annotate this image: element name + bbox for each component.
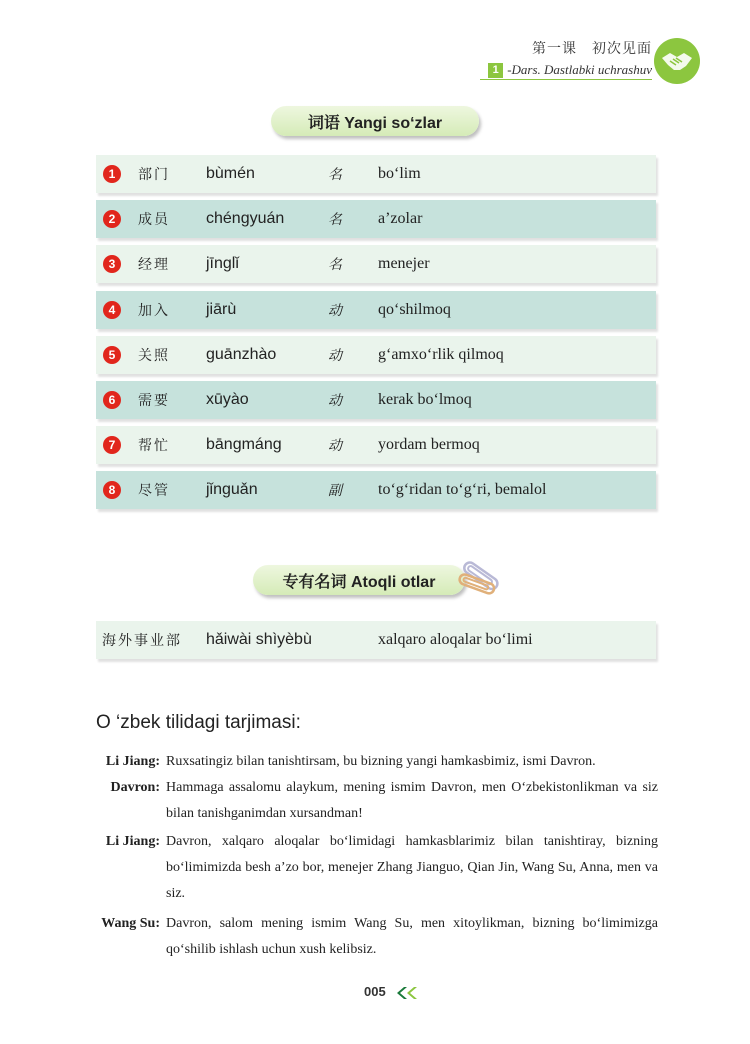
vocab-number-badge: 5 [103, 346, 121, 364]
vocab-part-of-speech: 名 [328, 212, 342, 229]
vocab-translation: menejer [378, 255, 430, 273]
proper-nouns-section-title: 专有名词 Atoqli otlar [253, 565, 465, 595]
vocab-number-badge: 3 [103, 255, 121, 273]
dialogue-line [96, 911, 658, 963]
vocab-translation: kerak bo‘lmoq [378, 390, 472, 408]
vocab-row [96, 291, 656, 329]
page-number: 005 [364, 984, 386, 999]
handshake-icon [654, 38, 700, 84]
vocab-translation: yordam bermoq [378, 436, 480, 454]
vocab-pinyin: bāngmáng [206, 436, 282, 454]
dialogue-speaker: Davron: [110, 780, 160, 795]
vocab-row [96, 200, 656, 238]
vocab-hanzi: 经理 [138, 257, 170, 274]
dialogue-speaker: Li Jiang: [105, 754, 160, 769]
vocab-translation: g‘amxo‘rlik qilmoq [378, 345, 504, 363]
dialogue-text: Hammaga assalomu alaykum, mening ismim Davron, men O‘zbekistonlikman va siz bilan tanishganimdan xursandman! [166, 780, 658, 821]
vocab-table [96, 155, 656, 517]
vocab-pinyin: xūyào [206, 390, 249, 408]
vocab-part-of-speech: 副 [328, 483, 342, 500]
lesson-title-uzbek [488, 62, 652, 78]
vocab-row [96, 426, 656, 464]
proper-noun-hanzi: 海外事业部 [102, 633, 182, 649]
lesson-number-badge: 1 [488, 63, 503, 78]
vocab-part-of-speech: 动 [328, 438, 342, 455]
vocab-pinyin: jiārù [206, 300, 237, 318]
translation-title: O ‘zbek tilidagi tarjimasi: [96, 712, 301, 733]
vocab-hanzi: 成员 [138, 212, 170, 229]
vocab-row [96, 381, 656, 419]
proper-noun-translation: xalqaro aloqalar bo‘limi [378, 631, 533, 648]
vocab-pinyin: chéngyuán [206, 210, 285, 228]
dialogue-text: Ruxsatingiz bilan tanishtirsam, bu bizning yangi hamkasbimiz, ismi Davron. [166, 754, 596, 769]
vocab-translation: qo‘shilmoq [378, 300, 451, 318]
dialogue-line [96, 829, 658, 907]
dialogue-text: Davron, salom mening ismim Wang Su, men xitoylikman, bizning bo‘limimizga qo‘shilib ishlash uchun xush kelibsiz. [166, 916, 658, 957]
dialogue-speaker: Wang Su: [101, 916, 160, 931]
vocab-translation: a’zolar [378, 210, 423, 228]
vocab-part-of-speech: 动 [328, 392, 342, 409]
vocab-row [96, 471, 656, 509]
vocab-section-title: 词语 Yangi so‘zlar [271, 106, 479, 136]
lesson-title-chinese: 第一课 初次见面 [532, 41, 652, 57]
vocab-part-of-speech: 名 [328, 167, 342, 183]
vocab-part-of-speech: 名 [328, 257, 342, 274]
vocab-number-badge: 8 [103, 481, 121, 499]
vocab-number-badge: 2 [103, 210, 121, 228]
vocab-hanzi: 帮忙 [138, 438, 170, 455]
vocab-pinyin: bùmén [206, 165, 255, 182]
vocab-hanzi: 尽管 [138, 483, 170, 500]
vocab-row [96, 336, 656, 374]
vocab-number-badge: 6 [103, 391, 121, 409]
vocab-translation: to‘g‘ridan to‘g‘ri, bemalol [378, 481, 547, 499]
dialogue-speaker: Li Jiang: [105, 834, 160, 849]
vocab-row [96, 245, 656, 283]
header-divider [480, 79, 652, 80]
vocab-number-badge: 7 [103, 436, 121, 454]
vocab-pinyin: jīnglǐ [206, 255, 239, 273]
proper-noun-row [96, 621, 656, 659]
proper-noun-pinyin: hǎiwài shìyèbù [206, 631, 312, 648]
vocab-hanzi: 加入 [138, 302, 170, 319]
vocab-number-badge: 4 [103, 301, 121, 319]
vocab-part-of-speech: 动 [328, 302, 342, 319]
paperclip-icon [455, 554, 505, 600]
dialogue-text: Davron, xalqaro aloqalar bo‘limidagi hamkasblarimiz bilan tanishtiray, bizning bo‘limimizda besh a’zo bor, menejer Zhang Jianguo, Qian Jin, Wang Su, Anna, men va siz. [166, 834, 658, 901]
vocab-number-badge: 1 [103, 165, 121, 183]
vocab-hanzi: 部门 [138, 167, 170, 183]
vocab-translation: bo‘lim [378, 165, 421, 182]
vocab-hanzi: 关照 [138, 347, 170, 364]
lesson-title-uzbek-text: -Dars. Dastlabki uchrashuv [507, 62, 652, 77]
double-chevron-left-icon [395, 985, 419, 999]
dialogue-line [96, 775, 658, 827]
dialogue-line [96, 749, 658, 775]
vocab-pinyin: guānzhào [206, 345, 277, 363]
vocab-row [96, 155, 656, 193]
vocab-pinyin: jǐnguǎn [206, 481, 258, 499]
vocab-part-of-speech: 动 [328, 347, 342, 364]
vocab-hanzi: 需要 [138, 392, 170, 409]
